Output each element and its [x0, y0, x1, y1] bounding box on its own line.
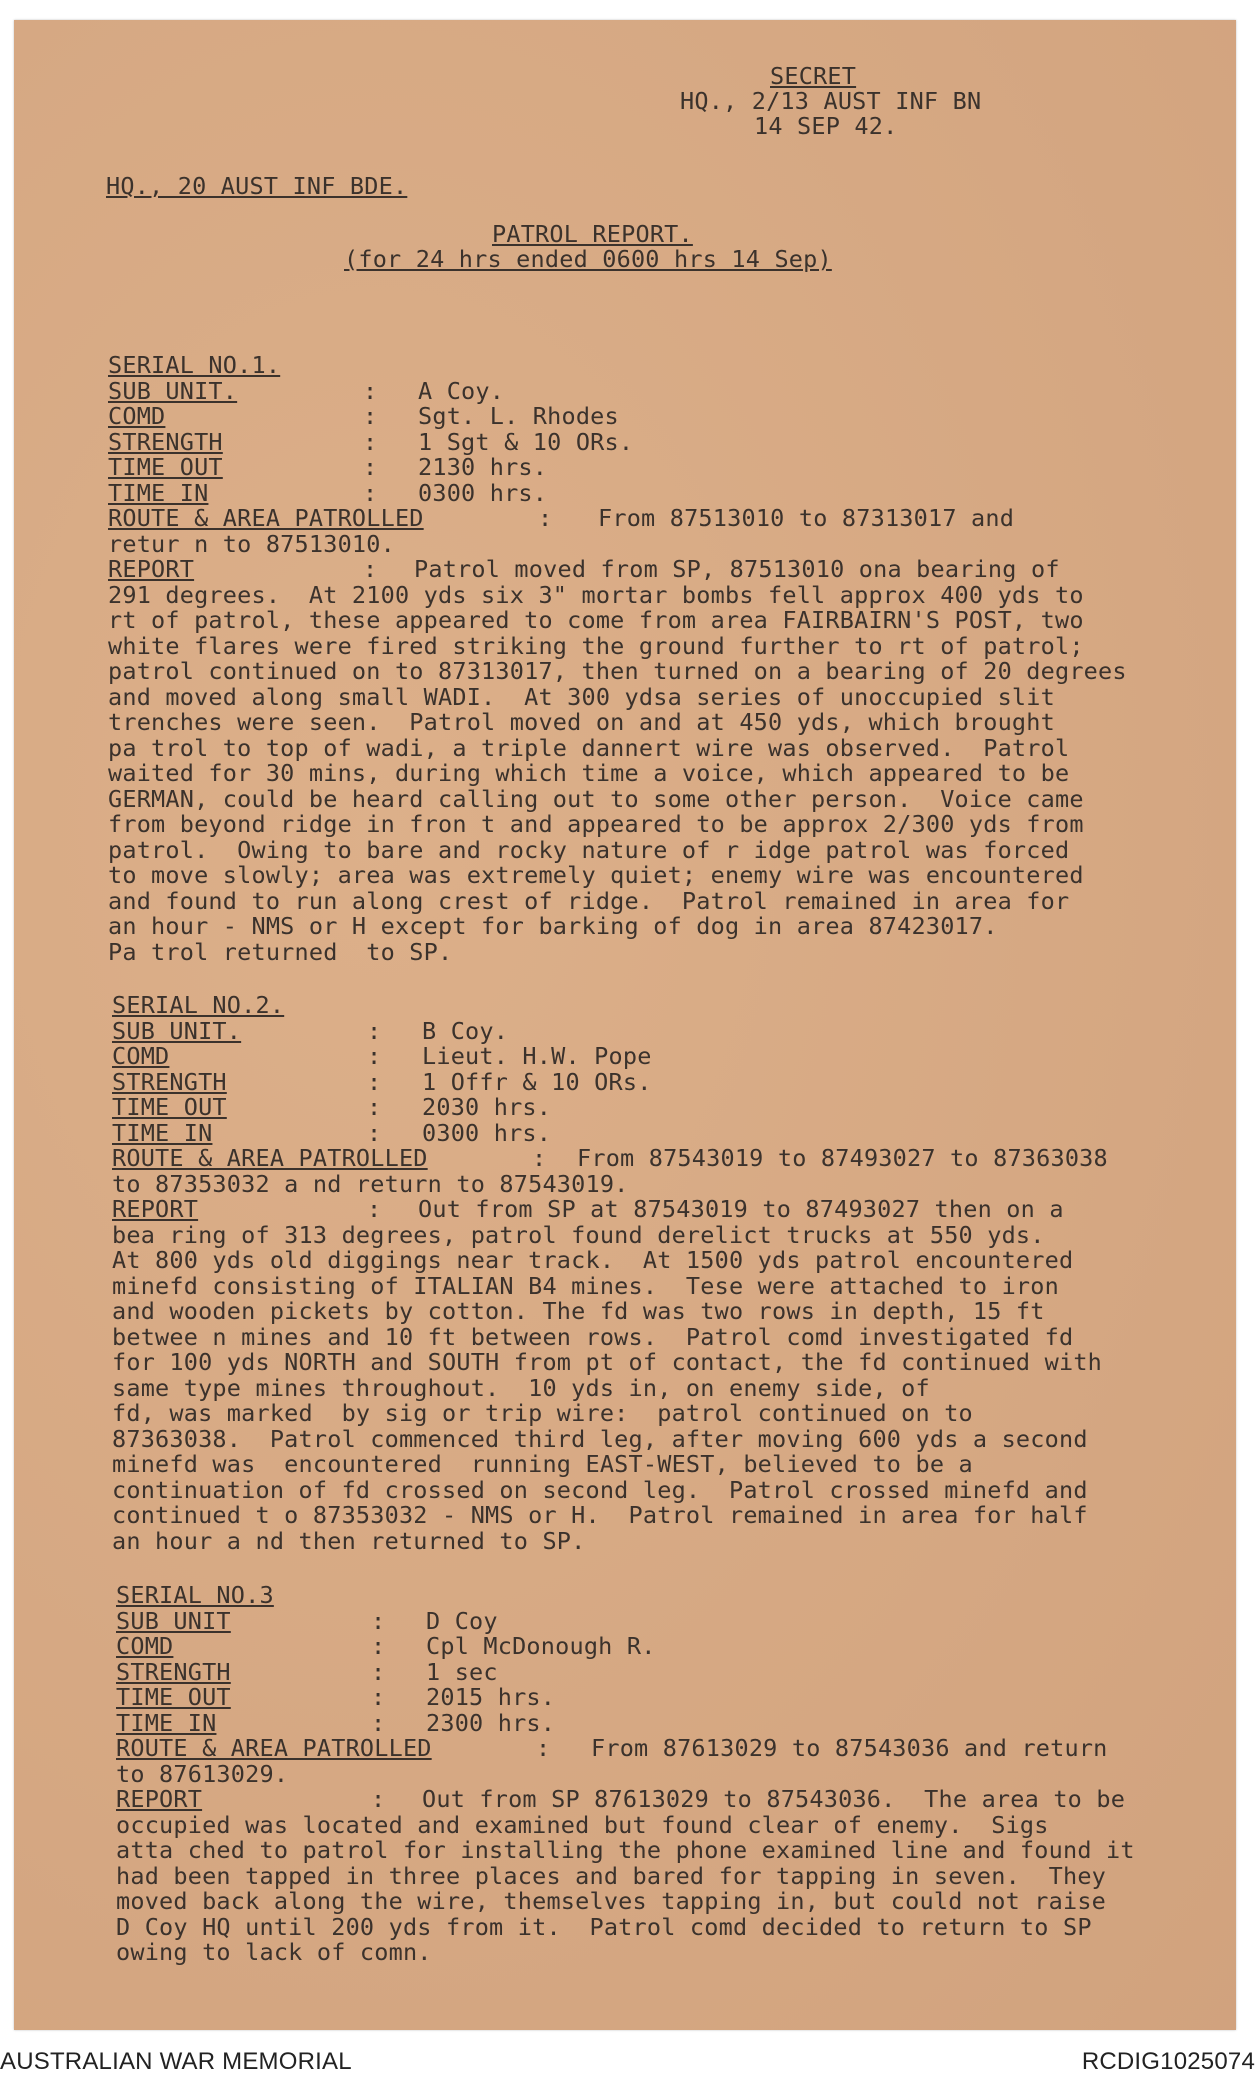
classification-marking: SECRET	[770, 62, 857, 90]
page-subtitle: (for 24 hrs ended 0600 hrs 14 Sep)	[344, 245, 832, 273]
report-line: Out from SP 87613029 to 87543036. The area to be	[422, 1785, 1126, 1813]
report-line: continued t o 87353032 - NMS or H. Patrol remained in area for half	[112, 1501, 1088, 1529]
field-value: Sgt. L. Rhodes	[418, 402, 619, 430]
report-line: same type mines throughout. 10 yds in, on enemy side, of	[112, 1373, 930, 1402]
field-label: STRENGTH	[108, 427, 223, 456]
field-row: STRENGTH : 1 sec	[116, 1657, 498, 1686]
report-line: owing to lack of comn.	[116, 1938, 432, 1966]
field-value: 1 Offr & 10 ORs.	[422, 1067, 652, 1096]
report-line: D Coy HQ until 200 yds from it. Patrol comd decided to return to SP	[116, 1912, 1092, 1941]
field-value: Lieut. H.W. Pope	[422, 1042, 652, 1070]
report-line: trenches were seen. Patrol moved on and at 450 yds, which brought	[108, 708, 1055, 736]
route-text: to 87613029.	[116, 1759, 289, 1788]
field-row: SUB UNIT. : B Coy.	[112, 1016, 509, 1045]
field-row: TIME IN : 0300 hrs.	[108, 478, 548, 507]
field-label: COMD	[108, 402, 166, 430]
report-line: patrol. Owing to bare and rocky nature of r idge patrol was forced	[108, 835, 1070, 864]
report-line: had been tapped in three places and bared for tapping in seven. They	[116, 1861, 1107, 1890]
route-row: ROUTE & AREA PATROLLED : From 87613029 to 87543036 and return	[116, 1734, 1108, 1762]
report-line: minefd consisting of ITALIAN B4 mines. Tese were attached to iron	[112, 1271, 1059, 1300]
field-label: TIME OUT	[112, 1093, 227, 1121]
footer-archive-name: AUSTRALIAN WAR MEMORIAL	[0, 2048, 352, 2075]
report-label: REPORT	[116, 1785, 203, 1813]
report-line: fd, was marked by sig or trip wire: patrol continued on to	[112, 1399, 973, 1427]
report-line: an hour - NMS or H except for barking of dog in area 87423017.	[108, 912, 998, 940]
route-text: to 87353032 a nd return to 87543019.	[112, 1169, 629, 1198]
field-row: STRENGTH : 1 Offr & 10 ORs.	[112, 1067, 652, 1096]
report-line: At 800 yds old diggings near track. At 1500 yds patrol encountered	[112, 1246, 1074, 1274]
report-label: REPORT	[108, 555, 195, 583]
report-line: from beyond ridge in fron t and appeared to be approx 2/300 yds from	[108, 810, 1084, 838]
field-value: B Coy.	[422, 1016, 509, 1045]
serial-heading: SERIAL NO.3	[116, 1581, 274, 1609]
route-label: ROUTE & AREA PATROLLED	[112, 1144, 428, 1172]
report-line: waited for 30 mins, during which time a voice, which appeared to be	[108, 759, 1070, 787]
serial-heading: SERIAL NO.1.	[108, 351, 281, 379]
page-title: PATROL REPORT.	[492, 220, 693, 248]
field-label: TIME IN	[116, 1708, 217, 1737]
field-label: TIME IN	[112, 1118, 213, 1147]
report-line: Patrol moved from SP, 87513010 ona bearing of	[414, 555, 1060, 583]
field-row: SUB UNIT : D Coy	[116, 1606, 498, 1635]
route-label: ROUTE & AREA PATROLLED	[108, 504, 424, 532]
field-value: 2030 hrs.	[422, 1093, 552, 1121]
route-text: From 87543019 to 87493027 to 87363038	[577, 1144, 1108, 1172]
route-text: From 87613029 to 87543036 and return	[591, 1734, 1108, 1762]
report-line: Pa trol returned to SP.	[108, 937, 453, 966]
addressee: HQ., 20 AUST INF BDE.	[106, 172, 408, 200]
document-sheet	[14, 20, 1236, 2030]
field-row: TIME IN : 0300 hrs.	[112, 1118, 552, 1147]
serial-heading: SERIAL NO.2.	[112, 991, 285, 1019]
field-label: TIME OUT	[116, 1683, 231, 1711]
field-row: SUB UNIT. : A Coy.	[108, 376, 505, 405]
report-line: 291 degrees. At 2100 yds six 3" mortar bombs fell approx 400 yds to	[108, 580, 1084, 609]
field-label: STRENGTH	[112, 1067, 227, 1096]
field-value: D Coy	[426, 1606, 498, 1635]
field-label: TIME OUT	[108, 453, 223, 481]
field-row: COMD : Lieut. H.W. Pope	[112, 1042, 652, 1070]
field-value: 0300 hrs.	[422, 1118, 552, 1147]
serial-block	[108, 302, 1127, 1016]
report-label: REPORT	[112, 1195, 199, 1223]
report-line: bea ring of 313 degrees, patrol found derelict trucks at 550 yds.	[112, 1220, 1045, 1249]
field-value: 1 sec	[426, 1657, 498, 1686]
field-label: STRENGTH	[116, 1657, 231, 1686]
report-row: REPORT : Out from SP 87613029 to 87543036. The area to be	[116, 1785, 1126, 1813]
route-row: ROUTE & AREA PATROLLED : From 87543019 to 87493027 to 87363038	[112, 1144, 1108, 1172]
report-line: occupied was located and examined but found clear of enemy. Sigs	[116, 1810, 1049, 1839]
report-line: patrol continued on to 87313017, then turned on a bearing of 20 degrees	[108, 657, 1127, 685]
field-value: A Coy.	[418, 376, 505, 405]
field-row: TIME OUT : 2130 hrs.	[108, 453, 548, 481]
field-label: SUB UNIT.	[108, 376, 238, 405]
report-date: 14 SEP 42.	[754, 112, 898, 140]
field-label: COMD	[112, 1042, 170, 1070]
report-line: 87363038. Patrol commenced third leg, after moving 600 yds a second	[112, 1424, 1088, 1453]
field-value: 0300 hrs.	[418, 478, 548, 507]
field-label: SUB UNIT	[116, 1606, 231, 1635]
report-line: minefd was encountered running EAST-WEST, believed to be a	[112, 1450, 973, 1478]
field-row: TIME IN : 2300 hrs.	[116, 1708, 556, 1737]
field-value: 1 Sgt & 10 ORs.	[418, 427, 634, 456]
report-line: Out from SP at 87543019 to 87493027 then on a	[418, 1195, 1064, 1223]
serial-block	[116, 1532, 1135, 2017]
route-text: retur n to 87513010.	[108, 529, 395, 558]
report-row: REPORT : Patrol moved from SP, 87513010 ona bearing of	[108, 555, 1060, 583]
field-value: 2130 hrs.	[418, 453, 548, 481]
report-line: to move slowly; area was extremely quiet; enemy wire was encountered	[108, 861, 1084, 889]
field-row: TIME OUT : 2030 hrs.	[112, 1093, 552, 1121]
report-line: atta ched to patrol for installing the phone examined line and found it	[116, 1836, 1135, 1864]
report-line: moved back along the wire, themselves tapping in, but could not raise	[116, 1887, 1107, 1915]
field-value: 2015 hrs.	[426, 1683, 556, 1711]
route-row: ROUTE & AREA PATROLLED : From 87513010 to 87313017 and	[108, 504, 1015, 532]
report-line: rt of patrol, these appeared to come from area FAIRBAIRN'S POST, two	[108, 606, 1084, 634]
field-label: COMD	[116, 1632, 174, 1660]
report-line: for 100 yds NORTH and SOUTH from pt of contact, the fd continued with	[112, 1348, 1103, 1376]
footer-reference-id: RCDIG1025074	[1081, 2048, 1255, 2075]
report-line: an hour a nd then returned to SP.	[112, 1526, 586, 1555]
report-line: continuation of fd crossed on second leg. Patrol crossed minefd and	[112, 1475, 1088, 1504]
report-line: white flares were fired striking the ground further to rt of patrol;	[108, 631, 1084, 660]
field-row: STRENGTH : 1 Sgt & 10 ORs.	[108, 427, 634, 456]
route-text: From 87513010 to 87313017 and	[598, 504, 1015, 532]
sender-unit: HQ., 2/13 AUST INF BN	[680, 87, 982, 115]
report-line: pa trol to top of wadi, a triple dannert wire was observed. Patrol	[108, 733, 1070, 762]
report-line: GERMAN, could be heard calling out to some other person. Voice came	[108, 784, 1084, 813]
field-row: COMD : Cpl McDonough R.	[116, 1632, 656, 1660]
field-value: 2300 hrs.	[426, 1708, 556, 1737]
report-line: betwee n mines and 10 ft between rows. Patrol comd investigated fd	[112, 1322, 1074, 1351]
route-label: ROUTE & AREA PATROLLED	[116, 1734, 432, 1762]
report-line: and moved along small WADI. At 300 ydsa series of unoccupied slit	[108, 682, 1055, 711]
report-line: and found to run along crest of ridge. Patrol remained in area for	[108, 886, 1070, 915]
field-label: SUB UNIT.	[112, 1016, 242, 1045]
report-line: and wooden pickets by cotton. The fd was two rows in depth, 15 ft	[112, 1297, 1045, 1325]
field-row: TIME OUT : 2015 hrs.	[116, 1683, 556, 1711]
field-row: COMD : Sgt. L. Rhodes	[108, 402, 619, 430]
serial-block	[112, 942, 1108, 1605]
report-row: REPORT : Out from SP at 87543019 to 87493027 then on a	[112, 1195, 1064, 1223]
field-value: Cpl McDonough R.	[426, 1632, 656, 1660]
field-label: TIME IN	[108, 478, 209, 507]
